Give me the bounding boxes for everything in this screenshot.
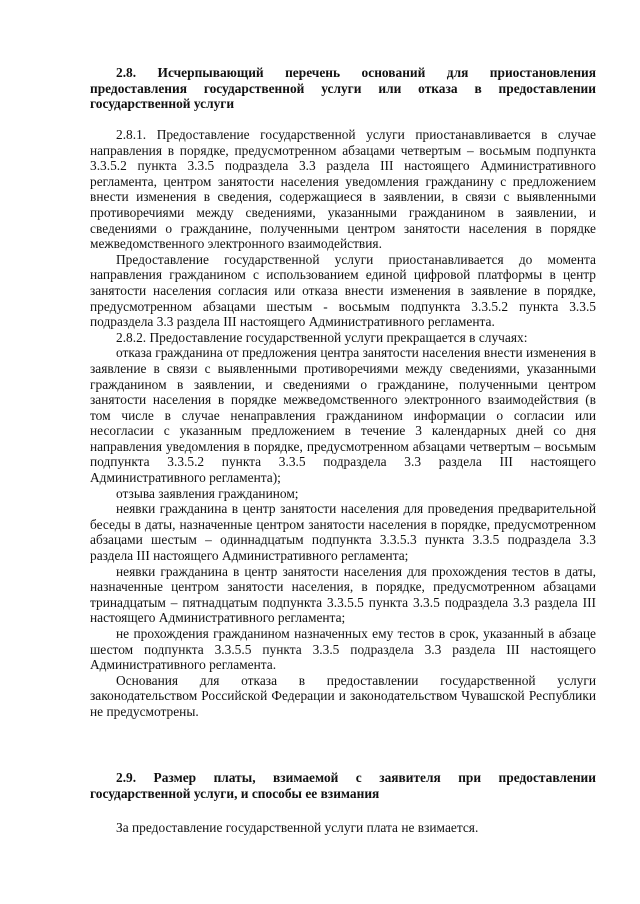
paragraph-2-8-1: 2.8.1. Предоставление государственной услуги приостанавливается в случае направления в порядке, предусмотренном абзацами четвертым – восьмым подпункта 3.3.5.2 пункта 3.3.5 подраздела 3.3 раздела III настоящего Административного регламента, центром занятости населения уведомления гражданину с предложением внести изменения в сведения, содержащиеся в заявлении, в связи с выявленными противоречиями между сведениями, указанными гражданином в заявлении, и сведениями о гражданине, полученными центром занятости населения в порядке межведомственного электронного взаимодействия. <box>90 127 596 252</box>
list-item-withdrawal: отзыва заявления гражданином; <box>116 485 299 501</box>
list-item-tests-not-passed: не прохождения гражданином назначенных ему тестов в срок, указанный в абзаце шестом подпункта 3.3.5.5 пункта 3.3.5 подраздела 3.3 раздела III настоящего Административного регламента. <box>90 626 596 673</box>
section-2-8-body <box>90 127 596 720</box>
section-2-8 <box>90 65 596 112</box>
paragraph-2-8-2: 2.8.2. Предоставление государственной услуги прекращается в случаях: <box>116 329 528 345</box>
paragraph-suspension: Предоставление государственной услуги приостанавливается до момента направления гражданином с использованием единой цифровой платформы в центр занятости населения согласия или отказа внести изменения в заявление в порядке, предусмотренном абзацами шестым - восьмым подпункта 3.3.5.2 пункта 3.3.5 подраздела 3.3 раздела III настоящего Административного регламента. <box>90 251 596 330</box>
section-2-8-heading: 2.8. Исчерпывающий перечень оснований для приостановления предоставления государственной услуги или отказа в предоставлении государственной услуги <box>90 65 596 112</box>
paragraph-refusal-grounds: Основания для отказа в предоставлении государственной услуги законодательством Российской Федерации и законодательством Чувашской Республики не предусмотрены. <box>90 672 596 719</box>
paragraph-fee: За предоставление государственной услуги плата не взимается. <box>116 820 479 835</box>
section-2-9-heading: 2.9. Размер платы, взимаемой с заявителя при предоставлении государственной услуги, и способы ее взимания <box>90 770 596 801</box>
section-2-9-body <box>90 820 596 836</box>
list-item-no-show-interview: неявки гражданина в центр занятости населения для проведения предварительной беседы в даты, назначенные центром занятости населения в порядке, предусмотренном абзацами шестым – одиннадцатым подпункта 3.3.5.3 пункта 3.3.5 подраздела 3.3 раздела III настоящего Административного регламента; <box>90 501 596 564</box>
list-item-no-show-tests: неявки гражданина в центр занятости населения для прохождения тестов в даты, назначенные центром занятости населения, в порядке, предусмотренном абзацами тринадцатым – пятнадцатым подпункта 3.3.5.5 пункта 3.3.5 подраздела 3.3 раздела III настоящего Административного регламента; <box>90 563 596 626</box>
list-item-refusal: отказа гражданина от предложения центра занятости населения внести изменения в заявление в связи с выявленными противоречиями между сведениями, указанными гражданином в заявлении, и сведениями о гражданине, полученными центром занятости населения в порядке межведомственного электронного взаимодействия (в том числе в случае ненаправления гражданином информации о согласии или несогласии с указанным предложением в течение 3 календарных дней со дня направления уведомления в порядке, предусмотренном абзацами четвертым – восьмым подпункта 3.3.5.2 пункта 3.3.5 подраздела 3.3 раздела III настоящего Административного регламента); <box>90 345 596 486</box>
section-2-9 <box>90 770 596 801</box>
